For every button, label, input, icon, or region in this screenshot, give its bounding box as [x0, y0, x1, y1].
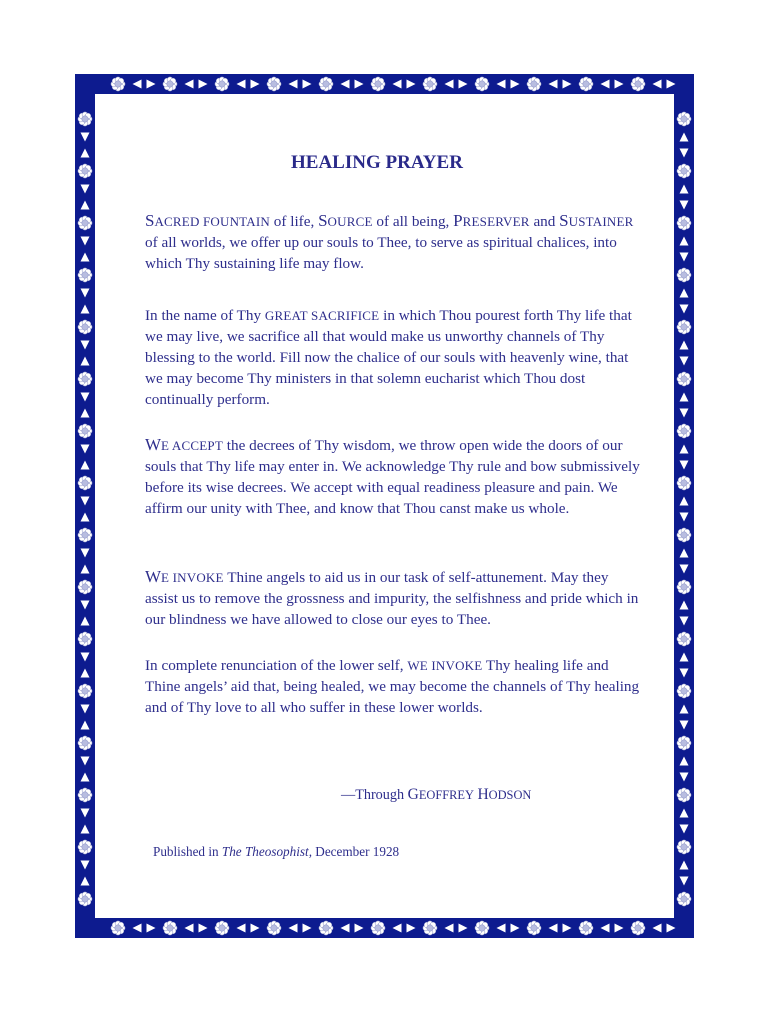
flower-icon — [677, 528, 691, 542]
flower-icon — [78, 892, 92, 906]
flower-icon — [677, 684, 691, 698]
flower-icon — [677, 736, 691, 750]
paragraph-5 — [145, 655, 645, 718]
flower-icon — [215, 77, 229, 91]
flower-icon — [423, 921, 437, 935]
flower-icon — [527, 921, 541, 935]
paragraph-text: of all being, — [372, 213, 454, 230]
publication-prefix: Published in — [153, 844, 222, 859]
flower-icon — [677, 216, 691, 230]
paragraph-text: RESERVER — [462, 214, 530, 229]
paragraph-text: W — [145, 567, 162, 586]
publication-note — [153, 844, 399, 860]
flower-icon — [78, 840, 92, 854]
flower-icon — [78, 684, 92, 698]
paragraph-4 — [145, 566, 645, 630]
paragraph-text: OURCE — [327, 214, 373, 229]
flower-icon — [319, 921, 333, 935]
flower-icon — [371, 77, 385, 91]
publication-date: December 1928 — [312, 844, 400, 859]
flower-icon — [677, 788, 691, 802]
paragraph-text: P — [453, 211, 463, 230]
flower-icon — [423, 77, 437, 91]
paragraph-1 — [145, 210, 645, 274]
flower-icon — [319, 77, 333, 91]
paragraph-text: S — [318, 211, 328, 230]
flower-icon — [78, 788, 92, 802]
paragraph-text: W — [145, 435, 162, 454]
paragraph-text: of life, — [269, 213, 319, 230]
flower-icon — [78, 216, 92, 230]
flower-icon — [215, 921, 229, 935]
paragraph-text: and — [529, 213, 560, 230]
paragraph-text: GREAT SACRIFICE — [264, 308, 380, 323]
flower-icon — [371, 921, 385, 935]
paragraph-text: in which Thou pourest forth Thy life that we may live, we sacrifice all that would make us unworthy channels of Thy blessing to the world. Fill now the chalice of our souls with heavenly wine, that we may become Thy ministers in that solemn eucharist which Thou dost continually perform. — [145, 307, 632, 408]
signature-prefix: —Through — [341, 787, 408, 803]
flower-icon — [163, 77, 177, 91]
flower-icon — [579, 921, 593, 935]
flower-icon — [111, 77, 125, 91]
flower-icon — [475, 77, 489, 91]
flower-icon — [163, 921, 177, 935]
flower-icon — [111, 921, 125, 935]
flower-icon — [579, 77, 593, 91]
paragraph-text: USTAINER — [568, 214, 634, 229]
flower-icon — [78, 320, 92, 334]
signature-text: H — [477, 786, 489, 803]
paragraph-text: Thy healing life and Thine angels’ aid that, being healed, we may become the channels of Thy healing and of Thy love to all who suffer in these lower worlds. — [145, 657, 640, 716]
flower-icon — [677, 164, 691, 178]
flower-icon — [677, 372, 691, 386]
flower-icon — [78, 476, 92, 490]
flower-icon — [78, 736, 92, 750]
paragraph-text: In the name of Thy — [145, 307, 265, 324]
signature — [341, 786, 531, 804]
flower-icon — [677, 580, 691, 594]
flower-icon — [78, 372, 92, 386]
paragraph-2 — [145, 305, 645, 410]
flower-icon — [78, 164, 92, 178]
paragraph-text: WE INVOKE — [407, 658, 483, 673]
paragraph-text: of all worlds, we offer up our souls to Thee, to serve as spiritual chalices, into which Thy sustaining life may flow. — [145, 234, 617, 272]
signature-text: G — [407, 786, 419, 803]
flower-icon — [78, 112, 92, 126]
paragraph-text: Thine angels to aid us in our task of self-attunement. May they assist us to remove the grossness and impurity, the selfishness and pride which in our blindness we have allowed to close our eyes to Thee. — [145, 569, 639, 628]
flower-icon — [78, 528, 92, 542]
signature-text: EOFFREY — [418, 788, 474, 802]
flower-icon — [78, 268, 92, 282]
flower-icon — [677, 840, 691, 854]
flower-icon — [677, 268, 691, 282]
page-title: HEALING PRAYER — [291, 152, 463, 173]
flower-icon — [78, 580, 92, 594]
flower-icon — [677, 892, 691, 906]
flower-icon — [631, 921, 645, 935]
paragraph-text: E INVOKE — [161, 570, 224, 585]
flower-icon — [78, 632, 92, 646]
flower-icon — [527, 77, 541, 91]
flower-icon — [677, 424, 691, 438]
flower-icon — [267, 77, 281, 91]
flower-icon — [475, 921, 489, 935]
signature-name — [408, 787, 532, 803]
paragraph-text: E ACCEPT — [161, 438, 223, 453]
signature-text: ODSON — [488, 788, 532, 802]
paragraph-3 — [145, 434, 645, 519]
paragraph-text: S — [145, 211, 155, 230]
flower-icon — [677, 476, 691, 490]
flower-icon — [677, 632, 691, 646]
journal-title: The Theosophist, — [221, 844, 312, 859]
paragraph-text: the decrees of Thy wisdom, we throw open wide the doors of our souls that Thy life may enter in. We acknowledge Thy rule and bow submissively before its wise decrees. We accept with equal readiness pleasure and pain. We affirm our unity with Thee, and know that Thou canst make us whole. — [145, 437, 640, 517]
paragraph-text: S — [559, 211, 569, 230]
paragraph-text: ACRED FOUNTAIN — [154, 214, 270, 229]
flower-icon — [677, 320, 691, 334]
flower-icon — [267, 921, 281, 935]
flower-icon — [631, 77, 645, 91]
paragraph-text: In complete renunciation of the lower self, — [145, 657, 408, 674]
flower-icon — [677, 112, 691, 126]
flower-icon — [78, 424, 92, 438]
